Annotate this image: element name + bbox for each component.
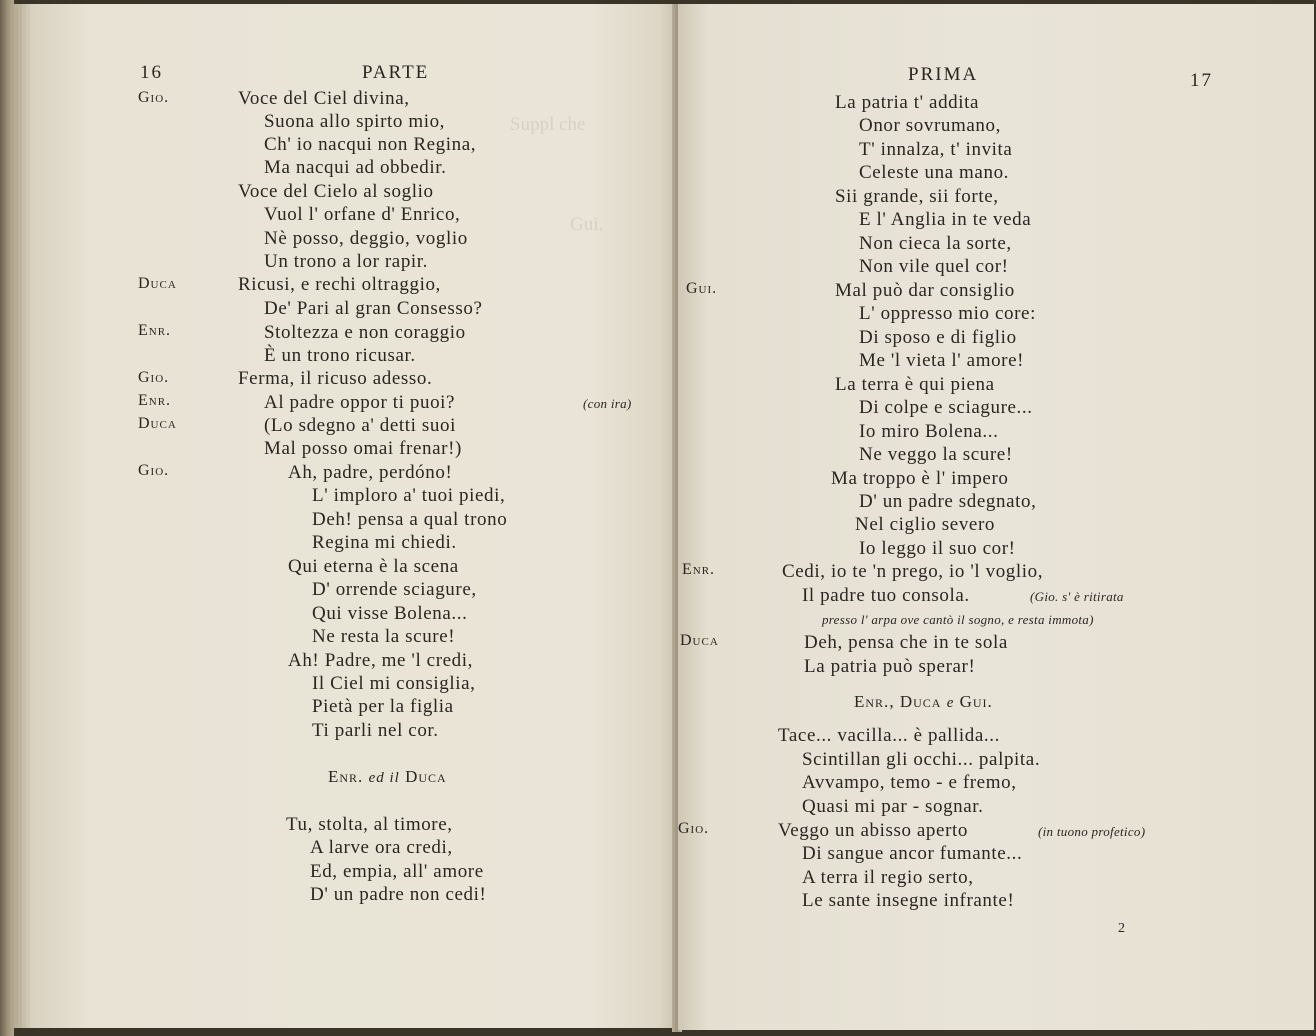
verse-line: Tace... vacilla... è pallida...: [778, 725, 1000, 746]
verse-line: Celeste una mano.: [859, 162, 1010, 183]
verse-line: Quasi mi par - sognar.: [802, 796, 984, 817]
verse-line: L' oppresso mio core:: [859, 303, 1036, 324]
heading-speaker: Gui.: [959, 692, 993, 711]
verse-line: La terra è qui piena: [835, 374, 995, 395]
verse-line: La patria t' addita: [835, 92, 980, 113]
heading-connector: e: [946, 695, 955, 711]
verse-line: Veggo un abisso aperto: [778, 820, 968, 841]
verse-line: Io leggo il suo cor!: [859, 538, 1016, 559]
heading-speaker: Duca: [405, 767, 447, 786]
verse-line: Pietà per la figlia: [312, 696, 454, 717]
section-heading: [854, 692, 993, 712]
verse-line: Di sangue ancor fumante...: [802, 843, 1023, 864]
verse-line: Cedi, io te 'n prego, io 'l voglio,: [782, 561, 1044, 582]
speaker-label: Gio.: [678, 820, 710, 837]
right-page: [678, 4, 1314, 1030]
verse-line: Le sante insegne infrante!: [802, 890, 1015, 911]
speaker-label: Enr.: [682, 561, 716, 578]
verse-line: Ch' io nacqui non Regina,: [264, 134, 477, 155]
verse-line: Ferma, il ricuso adesso.: [238, 368, 433, 389]
heading-speaker: Duca: [899, 692, 942, 711]
stage-direction: (con ira): [583, 396, 632, 411]
heading-separator: ,: [889, 692, 900, 711]
verse-line: È un trono ricusar.: [264, 345, 416, 366]
verse-line: La patria può sperar!: [804, 656, 976, 677]
verse-line: E l' Anglia in te veda: [859, 209, 1032, 230]
verse-line: Vuol l' orfane d' Enrico,: [264, 204, 461, 225]
speaker-label: Duca: [680, 632, 719, 649]
verse-line: De' Pari al gran Consesso?: [264, 298, 483, 319]
speaker-label: Duca: [138, 275, 177, 292]
verse-line: D' orrende sciagure,: [312, 579, 477, 600]
verse-line: D' un padre non cedi!: [310, 884, 487, 905]
section-heading: [328, 767, 447, 787]
verse-line: A terra il regio serto,: [802, 867, 974, 888]
speaker-label: Duca: [138, 415, 177, 432]
verse-line: Di sposo e di figlio: [859, 327, 1017, 348]
stage-direction: presso l' arpa ove cantò il sogno, e resta immota): [822, 612, 1094, 627]
verse-line: Me 'l vieta l' amore!: [859, 350, 1025, 371]
verse-line: Il padre tuo consola.: [802, 585, 970, 606]
verse-line: Scintillan gli occhi... palpita.: [802, 749, 1041, 770]
verse-line: Nel ciglio severo: [855, 514, 995, 535]
verse-line: Voce del Ciel divina,: [238, 88, 410, 109]
verse-line: Qui visse Bolena...: [312, 603, 468, 624]
verse-line: Di colpe e sciagure...: [859, 397, 1033, 418]
verse-line: A larve ora credi,: [310, 837, 453, 858]
verse-line: Ed, empia, all' amore: [310, 861, 484, 882]
stage-direction: (in tuono profetico): [1038, 824, 1146, 839]
heading-connector: ed il: [368, 770, 400, 786]
speaker-label: Gio.: [138, 89, 170, 106]
verse-line: Onor sovrumano,: [859, 115, 1001, 136]
verse-line: Io miro Bolena...: [859, 421, 999, 442]
verse-line: Regina mi chiedi.: [312, 532, 457, 553]
verse-line: Tu, stolta, al timore,: [286, 814, 453, 835]
running-head: PRIMA: [908, 64, 979, 85]
verse-line: Non cieca la sorte,: [859, 233, 1012, 254]
verse-line: Sii grande, sii forte,: [835, 186, 999, 207]
bleed-through: Suppl che: [510, 114, 586, 135]
heading-speaker: Enr.: [328, 767, 364, 786]
running-head: PARTE: [362, 62, 430, 83]
speaker-label: Gui.: [686, 280, 718, 297]
verse-line: Non vile quel cor!: [859, 256, 1009, 277]
speaker-label: Enr.: [138, 392, 172, 409]
verse-line: Voce del Cielo al soglio: [238, 181, 434, 202]
verse-line: Qui eterna è la scena: [288, 556, 459, 577]
speaker-label: Gio.: [138, 462, 170, 479]
verse-line: D' un padre sdegnato,: [859, 491, 1037, 512]
verse-line: Ti parli nel cor.: [312, 720, 439, 741]
verse-line: Al padre oppor ti puoi?: [264, 392, 456, 413]
page-number: 16: [140, 62, 163, 83]
verse-line: Mal può dar consiglio: [835, 280, 1015, 301]
verse-line: Ah, padre, perdóno!: [288, 462, 453, 483]
page-number: 17: [1190, 70, 1213, 91]
verse-line: Ricusi, e rechi oltraggio,: [238, 274, 441, 295]
left-page: [30, 4, 678, 1028]
verse-line: Nè posso, deggio, voglio: [264, 228, 468, 249]
signature-mark: 2: [1118, 921, 1126, 936]
bleed-through: Gui.: [570, 214, 604, 235]
verse-line: Mal posso omai frenar!): [264, 438, 462, 459]
verse-line: L' imploro a' tuoi piedi,: [312, 485, 506, 506]
verse-line: T' innalza, t' invita: [859, 139, 1013, 160]
speaker-label: Enr.: [138, 322, 172, 339]
stage-direction: (Gio. s' è ritirata: [1030, 589, 1124, 604]
verse-line: Stoltezza e non coraggio: [264, 322, 466, 343]
verse-line: Ma troppo è l' impero: [831, 468, 1009, 489]
heading-speaker: Enr.: [854, 692, 890, 711]
speaker-label: Gio.: [138, 369, 170, 386]
verse-line: Il Ciel mi consiglia,: [312, 673, 476, 694]
verse-line: Deh, pensa che in te sola: [804, 632, 1008, 653]
verse-line: Deh! pensa a qual trono: [312, 509, 508, 530]
page-edges: [0, 0, 14, 1036]
verse-line: Ne veggo la scure!: [859, 444, 1013, 465]
verse-line: (Lo sdegno a' detti suoi: [264, 415, 456, 436]
verse-line: Avvampo, temo - e fremo,: [802, 772, 1017, 793]
verse-line: Ah! Padre, me 'l credi,: [288, 650, 473, 671]
verse-line: Ma nacqui ad obbedir.: [264, 157, 447, 178]
verse-line: Un trono a lor rapir.: [264, 251, 429, 272]
verse-line: Ne resta la scure!: [312, 626, 456, 647]
verse-line: Suona allo spirto mio,: [264, 111, 446, 132]
